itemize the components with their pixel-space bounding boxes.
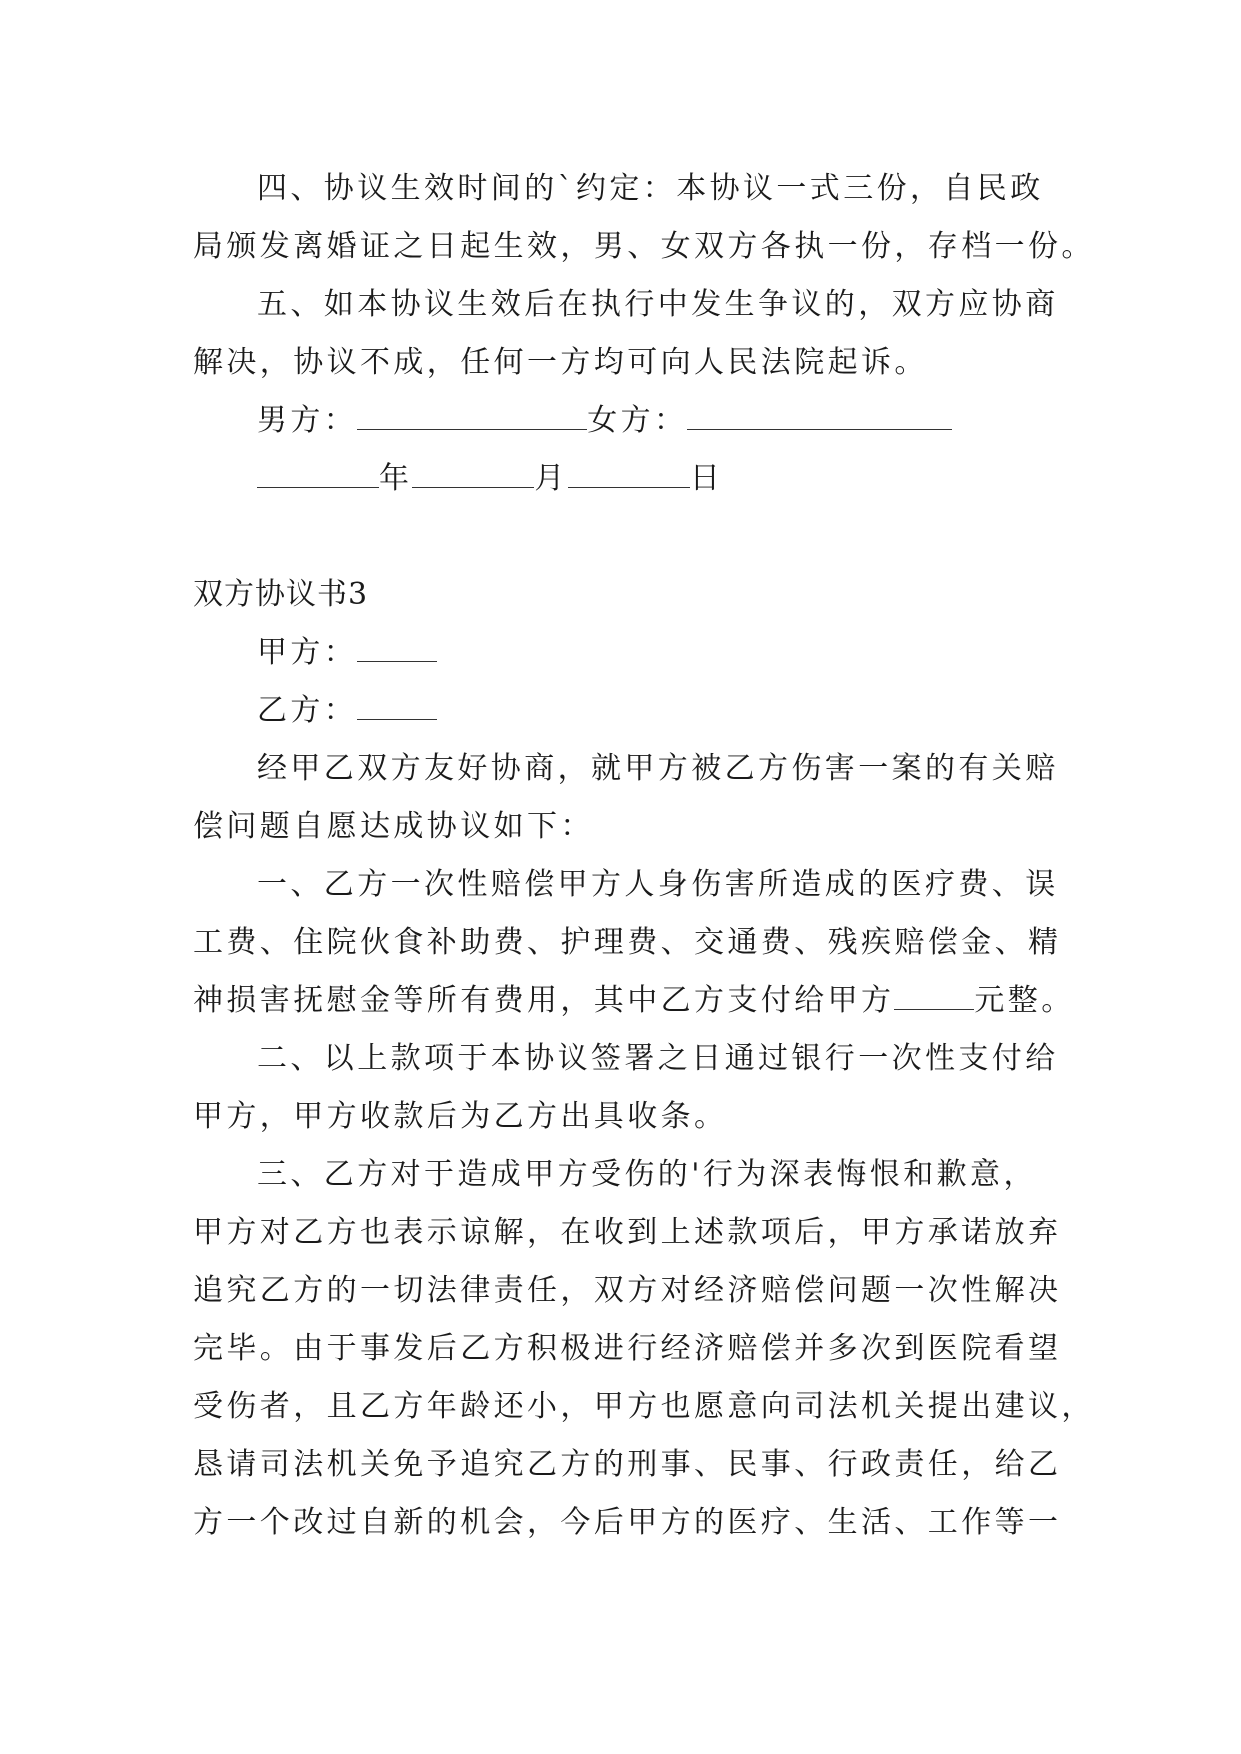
day-label: 日: [689, 461, 724, 496]
year-blank[interactable]: [257, 461, 379, 488]
party-a-blank[interactable]: [357, 635, 437, 662]
amount-line: [193, 972, 1073, 1030]
paragraph-line: 甲方，甲方收款后为乙方出具收条。: [193, 1099, 728, 1134]
male-label: 男方：: [257, 403, 358, 438]
amount-text-before: 神损害抚慰金等所有费用，其中乙方支付给甲方: [193, 983, 895, 1018]
paragraph-line: 经甲乙双方友好协商，就甲方被乙方伤害一案的有关赔: [257, 751, 1059, 786]
party-b-blank[interactable]: [357, 693, 437, 720]
day-blank[interactable]: [568, 461, 690, 488]
paragraph-line: 甲方对乙方也表示谅解，在收到上述款项后，甲方承诺放弃: [193, 1215, 1062, 1250]
party-b-line: [193, 682, 1073, 740]
party-b-label: 乙方：: [257, 693, 358, 728]
paragraph-line: 工费、住院伙食补助费、护理费、交通费、残疾赔偿金、精: [193, 925, 1062, 960]
paragraph-line: 一、乙方一次性赔偿甲方人身伤害所造成的医疗费、误: [257, 867, 1059, 902]
paragraph-line: 方一个改过自新的机会，今后甲方的医疗、生活、工作等一: [193, 1505, 1062, 1540]
female-signature-blank[interactable]: [687, 403, 952, 430]
section-title: 双方协议书3: [193, 577, 369, 612]
document-page: [193, 160, 1095, 1552]
month-label: 月: [534, 461, 568, 496]
female-label: 女方：: [587, 403, 688, 438]
paragraph-line: 五、如本协议生效后在执行中发生争议的，双方应协商: [257, 287, 1059, 322]
paragraph-line: 四、协议生效时间的`约定：本协议一式三份，自民政: [257, 171, 1044, 206]
month-blank[interactable]: [412, 461, 534, 488]
year-label: 年: [379, 461, 413, 496]
paragraph-line: 局颁发离婚证之日起生效，男、女双方各执一份，存档一份。: [193, 229, 1095, 264]
male-signature-blank[interactable]: [357, 403, 587, 430]
paragraph-line: 受伤者，且乙方年龄还小，甲方也愿意向司法机关提出建议，: [193, 1389, 1095, 1424]
paragraph-line: 追究乙方的一切法律责任，双方对经济赔偿问题一次性解决: [193, 1273, 1062, 1308]
date-line: [193, 450, 1073, 508]
signature-line: [193, 392, 1073, 450]
paragraph-line: 偿问题自愿达成协议如下：: [193, 809, 594, 844]
paragraph-line: 二、以上款项于本协议签署之日通过银行一次性支付给: [257, 1041, 1059, 1076]
party-a-label: 甲方：: [257, 635, 358, 670]
paragraph-line: 解决，协议不成，任何一方均可向人民法院起诉。: [193, 345, 928, 380]
party-a-line: [193, 624, 1073, 682]
amount-blank[interactable]: [894, 983, 974, 1010]
paragraph-line: 三、乙方对于造成甲方受伤的'行为深表悔恨和歉意，: [257, 1157, 1037, 1192]
paragraph-line: 完毕。由于事发后乙方积极进行经济赔偿并多次到医院看望: [193, 1331, 1062, 1366]
amount-text-after: 元整。: [974, 983, 1075, 1018]
paragraph-line: 恳请司法机关免予追究乙方的刑事、民事、行政责任，给乙: [193, 1447, 1062, 1482]
